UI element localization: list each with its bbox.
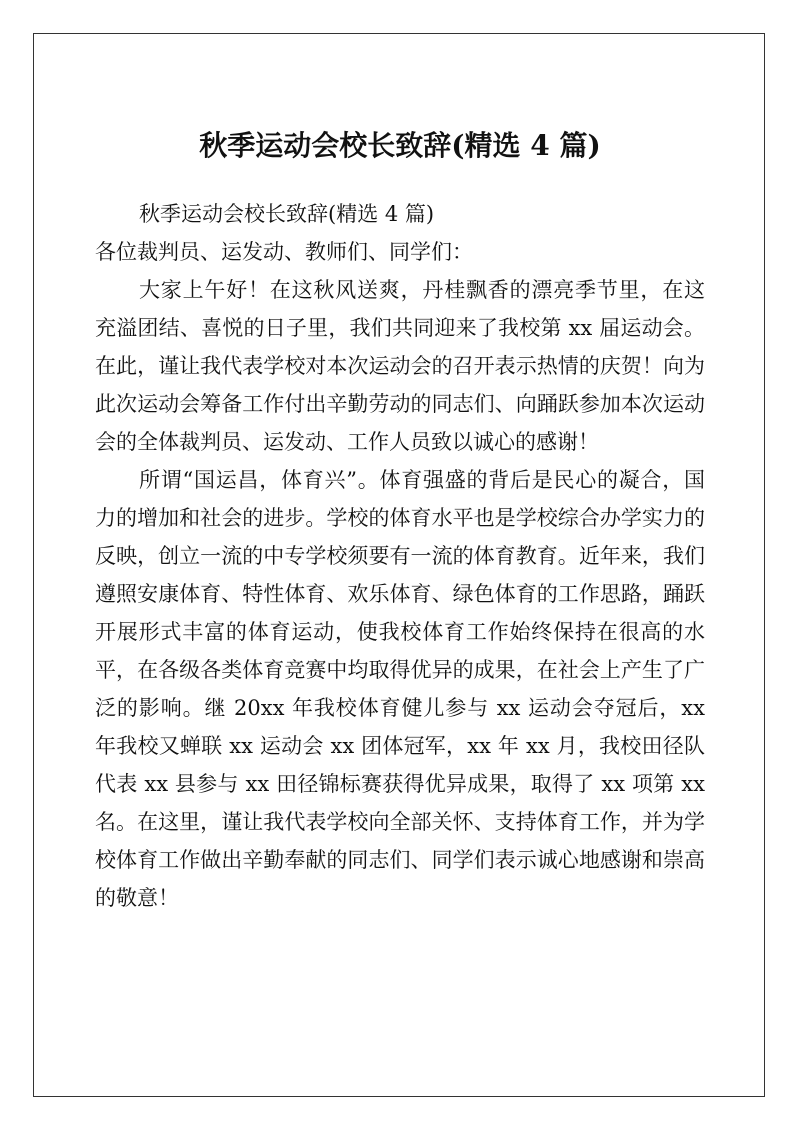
paragraph-sports-achievements: 所谓“国运昌，体育兴”。体育强盛的背后是民心的凝合，国力的增加和社会的进步。学校的体育水平也是学校综合办学实力的反映，创立一流的中专学校须要有一流的体育教育。近年来，我们遵照安康体育、特性体育、欢乐体育、绿色体育的工作思路，踊跃开展形式丰富的体育运动，使我校体育工作始终保持在很高的水平，在各级各类体育竞赛中均取得优异的成果，在社会上产生了广泛的影响。继 20xx 年我校体育健儿参与 xx 运动会夺冠后，xx 年我校又蝉联 xx 运动会 xx 团体冠军，xx 年 xx 月，我校田径队代表 xx 县参与 xx 田径锦标赛获得优异成果，取得了 xx 项第 xx 名。在这里，谨让我代表学校向全部关怀、支持体育工作，并为学校体育工作做出辛勤奉献的同志们、同学们表示诚心地感谢和崇高的敬意！ <box>95 468 705 910</box>
salutation: 各位裁判员、运发动、教师们、同学们： <box>95 240 473 264</box>
document-subtitle: 秋季运动会校长致辞(精选 4 篇) <box>139 202 435 226</box>
document-content <box>95 120 705 917</box>
paragraph-greeting: 大家上午好！在这秋风送爽，丹桂飘香的漂亮季节里，在这充溢团结、喜悦的日子里，我们共同迎来了我校第 xx 届运动会。在此，谨让我代表学校对本次运动会的召开表示热情的庆贺！向为此次运动会筹备工作付出辛勤劳动的同志们、向踊跃参加本次运动会的全体裁判员、运发动、工作人员致以诚心的感谢！ <box>95 278 705 454</box>
document-title: 秋季运动会校长致辞(精选 4 篇) <box>199 129 601 162</box>
document-body <box>95 195 705 917</box>
